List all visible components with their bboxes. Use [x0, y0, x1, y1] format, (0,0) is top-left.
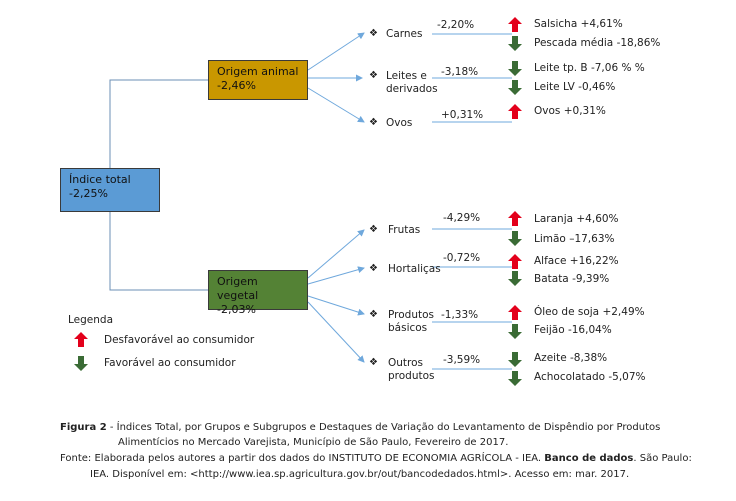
animal-group-box	[208, 60, 308, 100]
vegetal-value: -2,03%	[217, 303, 256, 316]
highlight-pescada: Pescada média -18,86%	[534, 37, 661, 49]
arrow-down-icon	[508, 231, 522, 246]
legend-title: Legenda	[68, 314, 114, 326]
arrow-up-icon	[508, 211, 522, 226]
arrow-down-icon	[508, 324, 522, 339]
subgroup-change-leites: -3,18%	[441, 66, 479, 78]
arrow-up-icon	[508, 104, 522, 119]
animal-value: -2,46%	[217, 79, 256, 92]
highlight-leite-lv: Leite LV -0,46%	[534, 81, 616, 93]
legend-arrow-down-icon	[74, 356, 88, 371]
highlight-leite-b: Leite tp. B -7,06 % %	[534, 62, 645, 74]
root-title: Índice total	[69, 173, 131, 186]
subgroup-change-ovos: +0,31%	[441, 109, 484, 121]
highlight-oleo: Óleo de soja +2,49%	[534, 306, 645, 318]
animal-to-ovos-arrow	[308, 88, 364, 122]
figure-label: Figura 2	[60, 422, 107, 433]
highlight-salsicha: Salsicha +4,61%	[534, 18, 623, 30]
highlight-azeite: Azeite -8,38%	[534, 352, 608, 364]
subgroup-name-produtos: Produtos básicos	[388, 309, 434, 334]
animal-title: Origem animal	[217, 65, 299, 78]
caption-line2: Alimentícios no Mercado Varejista, Município de São Paulo, Fevereiro de 2017.	[118, 437, 509, 448]
arrow-up-icon	[508, 17, 522, 32]
bullet-icon: ❖	[369, 263, 378, 274]
source-line1	[60, 451, 692, 466]
subgroup-change-carnes: -2,20%	[437, 19, 475, 31]
root-index-box	[60, 168, 160, 212]
source-pre: Fonte: Elaborada pelos autores a partir dos dados do INSTITUTO DE ECONOMIA AGRÍCOLA - IEA.	[60, 453, 545, 464]
vegetal-title: Origem vegetal	[217, 275, 259, 302]
highlight-achocolatado: Achocolatado -5,07%	[534, 371, 646, 383]
subgroup-change-frutas: -4,29%	[443, 212, 481, 224]
subgroup-name-frutas: Frutas	[388, 224, 421, 236]
subgroup-name-outros: Outros produtos	[388, 357, 435, 382]
bullet-icon: ❖	[369, 70, 378, 81]
subgroup-change-outros: -3,59%	[443, 354, 481, 366]
legend-unfavorable-label: Desfavorável ao consumidor	[104, 334, 255, 346]
source-line2: IEA. Disponível em: <http://www.iea.sp.agricultura.gov.br/out/bancodedados.html>. Acesso em: mar. 2017.	[90, 469, 630, 480]
legend-favorable-label: Favorável ao consumidor	[104, 357, 236, 369]
highlight-alface: Alface +16,22%	[534, 255, 619, 267]
bullet-icon: ❖	[369, 28, 378, 39]
bullet-icon: ❖	[369, 224, 378, 235]
bullet-icon: ❖	[369, 117, 378, 128]
arrow-down-icon	[508, 80, 522, 95]
bullet-icon: ❖	[369, 309, 378, 320]
root-to-vegetal-line	[110, 212, 208, 290]
root-value: -2,25%	[69, 187, 108, 200]
arrow-down-icon	[508, 271, 522, 286]
arrow-down-icon	[508, 36, 522, 51]
subgroup-change-hortalicas: -0,72%	[443, 252, 481, 264]
caption-line1: - Índices Total, por Grupos e Subgrupos e Destaques de Variação do Levantamento de Dispêndio por Produtos	[106, 422, 661, 433]
arrow-down-icon	[508, 371, 522, 386]
source-bold: Banco de dados	[544, 453, 634, 464]
subgroup-change-produtos: -1,33%	[441, 309, 479, 321]
highlight-limao: Limão –17,63%	[534, 233, 615, 245]
arrow-down-icon	[508, 61, 522, 76]
figure-caption	[60, 420, 660, 435]
highlight-laranja: Laranja +4,60%	[534, 213, 619, 225]
subgroup-name-hortalicas: Hortaliças	[388, 263, 441, 275]
subgroup-name-carnes: Carnes	[386, 28, 423, 40]
subgroup-name-ovos: Ovos	[386, 117, 413, 129]
vegetal-group-box	[208, 270, 308, 316]
highlight-batata: Batata -9,39%	[534, 273, 610, 285]
subgroup-name-leites: Leites e derivados	[386, 70, 438, 95]
animal-to-carnes-arrow	[308, 33, 364, 70]
root-to-animal-line	[110, 80, 208, 168]
legend-arrow-up-icon	[74, 332, 88, 347]
arrow-up-icon	[508, 305, 522, 320]
highlight-feijao: Feijão -16,04%	[534, 324, 612, 336]
highlight-ovos: Ovos +0,31%	[534, 105, 606, 117]
bullet-icon: ❖	[369, 357, 378, 368]
source-post: . São Paulo:	[633, 453, 692, 464]
arrow-up-icon	[508, 254, 522, 269]
arrow-down-icon	[508, 352, 522, 367]
